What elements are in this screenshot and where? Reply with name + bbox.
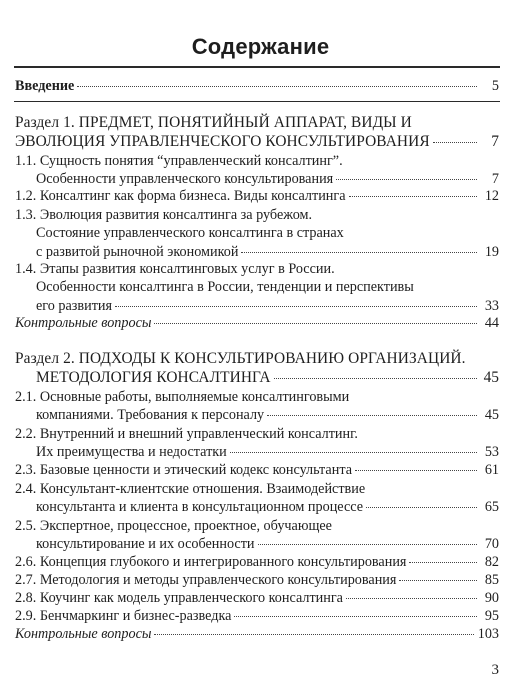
- dot-leader: [409, 562, 477, 563]
- toc-page-number: 7: [491, 133, 499, 150]
- dot-leader: [115, 306, 477, 307]
- dot-leader: [399, 580, 477, 581]
- toc-label: его развития: [36, 297, 113, 314]
- toc-label: Контрольные вопросы: [15, 315, 152, 331]
- toc-entry-part-2[interactable]: [15, 349, 499, 387]
- toc-page-number: 103: [477, 626, 499, 642]
- dot-leader: [154, 323, 477, 324]
- toc-page-number: 33: [484, 297, 499, 314]
- toc-entry-questions-2[interactable]: [15, 625, 499, 643]
- toc-page-number: 45: [484, 407, 499, 424]
- toc-page-number: 70: [484, 536, 499, 553]
- toc-page-number: 90: [484, 590, 499, 606]
- intro-rule: [14, 101, 500, 102]
- toc-label-line: 1.4. Этапы развития консалтинговых услуг в России.: [15, 261, 335, 277]
- toc-label: 2.6. Концепция глубокого и интегрированного консультирования: [15, 554, 407, 570]
- toc-label: консультанта и клиента в консультационном процессе: [36, 499, 364, 516]
- toc-label: ЭВОЛЮЦИЯ УПРАВЛЕНЧЕСКОГО КОНСУЛЬТИРОВАНИЯ: [15, 133, 430, 150]
- toc-label: 1.2. Консалтинг как форма бизнеса. Виды консалтинга: [15, 188, 346, 204]
- toc-label: 2.9. Бенчмаркинг и бизнес-разведка: [15, 608, 232, 624]
- toc-label-line: 2.5. Экспертное, процессное, проектное, обучающее: [15, 518, 332, 534]
- toc-entry-2-3[interactable]: [15, 461, 499, 479]
- dot-leader: [355, 470, 477, 471]
- page-number: 3: [491, 662, 499, 678]
- toc-page-number: 7: [491, 171, 499, 188]
- dot-leader: [366, 507, 477, 508]
- toc-label-line: Состояние управленческого консалтинга в странах: [36, 225, 344, 242]
- toc-label: компаниями. Требования к персоналу: [36, 407, 265, 424]
- toc-entry-1-4[interactable]: [15, 260, 499, 315]
- toc-label: 2.8. Коучинг как модель управленческого консалтинга: [15, 590, 343, 606]
- toc-label: 2.7. Методология и методы управленческого консультирования: [15, 572, 397, 588]
- toc-page-number: 61: [484, 462, 499, 478]
- toc-entry-2-2[interactable]: [15, 425, 499, 462]
- toc-entry-2-6[interactable]: [15, 553, 499, 571]
- toc-page-number: 12: [484, 188, 499, 204]
- toc-entry-2-5[interactable]: [15, 517, 499, 554]
- toc-label-line: 2.2. Внутренний и внешний управленческий консалтинг.: [15, 426, 358, 442]
- toc-entry-2-8[interactable]: [15, 589, 499, 607]
- toc-label-line: 2.4. Консультант-клиентские отношения. Взаимодействие: [15, 481, 366, 497]
- dot-leader: [234, 616, 477, 617]
- dot-leader: [274, 378, 477, 379]
- toc-entry-1-1[interactable]: [15, 152, 499, 189]
- toc-label-line: Раздел 1. ПРЕДМЕТ, ПОНЯТИЙНЫЙ АППАРАТ, ВИДЫ И: [15, 114, 412, 131]
- toc-page-number: 45: [483, 369, 499, 386]
- dot-leader: [154, 634, 473, 635]
- toc-label: Контрольные вопросы: [15, 626, 152, 642]
- toc-entry-1-3[interactable]: [15, 206, 499, 261]
- toc-page-number: 5: [491, 78, 499, 94]
- toc-label: консультирование и их особенности: [36, 536, 255, 553]
- toc-label-line: 2.1. Основные работы, выполняемые консалтинговыми: [15, 389, 350, 405]
- title-rule: [14, 66, 500, 68]
- dot-leader: [258, 544, 477, 545]
- toc-page-number: 53: [484, 444, 499, 461]
- toc-entry-1-2[interactable]: [15, 187, 499, 205]
- toc-page-number: 65: [484, 499, 499, 516]
- dot-leader: [433, 142, 477, 143]
- toc-page-number: 19: [484, 243, 499, 260]
- toc-label: Введение: [15, 78, 75, 94]
- toc-entry-part-1[interactable]: [15, 113, 499, 151]
- toc-page-number: 95: [484, 608, 499, 624]
- toc-entry-2-4[interactable]: [15, 480, 499, 517]
- toc-page-number: 85: [484, 572, 499, 588]
- dot-leader: [346, 598, 477, 599]
- dot-leader: [241, 252, 477, 253]
- toc-label: МЕТОДОЛОГИЯ КОНСАЛТИНГА: [36, 369, 271, 386]
- toc-label: Их преимущества и недостатки: [36, 444, 227, 461]
- dot-leader: [336, 179, 477, 180]
- toc-entry-2-7[interactable]: [15, 571, 499, 589]
- toc-label: 2.3. Базовые ценности и этический кодекс консультанта: [15, 462, 352, 478]
- toc-page-number: 82: [484, 554, 499, 570]
- toc-entry-2-1[interactable]: [15, 388, 499, 425]
- toc-label: Особенности управленческого консультирования: [36, 171, 334, 188]
- toc-label-line: 1.3. Эволюция развития консалтинга за рубежом.: [15, 207, 313, 223]
- dot-leader: [230, 452, 477, 453]
- toc-page-number: 44: [484, 315, 499, 331]
- dot-leader: [349, 196, 477, 197]
- toc-entry-questions-1[interactable]: [15, 314, 499, 332]
- toc-label-line: Особенности консалтинга в России, тенденции и перспективы: [36, 279, 414, 296]
- toc-entry-2-9[interactable]: [15, 607, 499, 625]
- dot-leader: [77, 86, 477, 87]
- dot-leader: [267, 415, 477, 416]
- toc-label: с развитой рыночной экономикой: [36, 243, 239, 260]
- toc-label-line: 1.1. Сущность понятия “управленческий консалтинг”.: [15, 153, 343, 169]
- toc-label-line: Раздел 2. ПОДХОДЫ К КОНСУЛЬТИРОВАНИЮ ОРГАНИЗАЦИЙ.: [15, 350, 466, 367]
- page-title: Содержание: [191, 34, 330, 59]
- toc-entry-intro[interactable]: [15, 77, 499, 95]
